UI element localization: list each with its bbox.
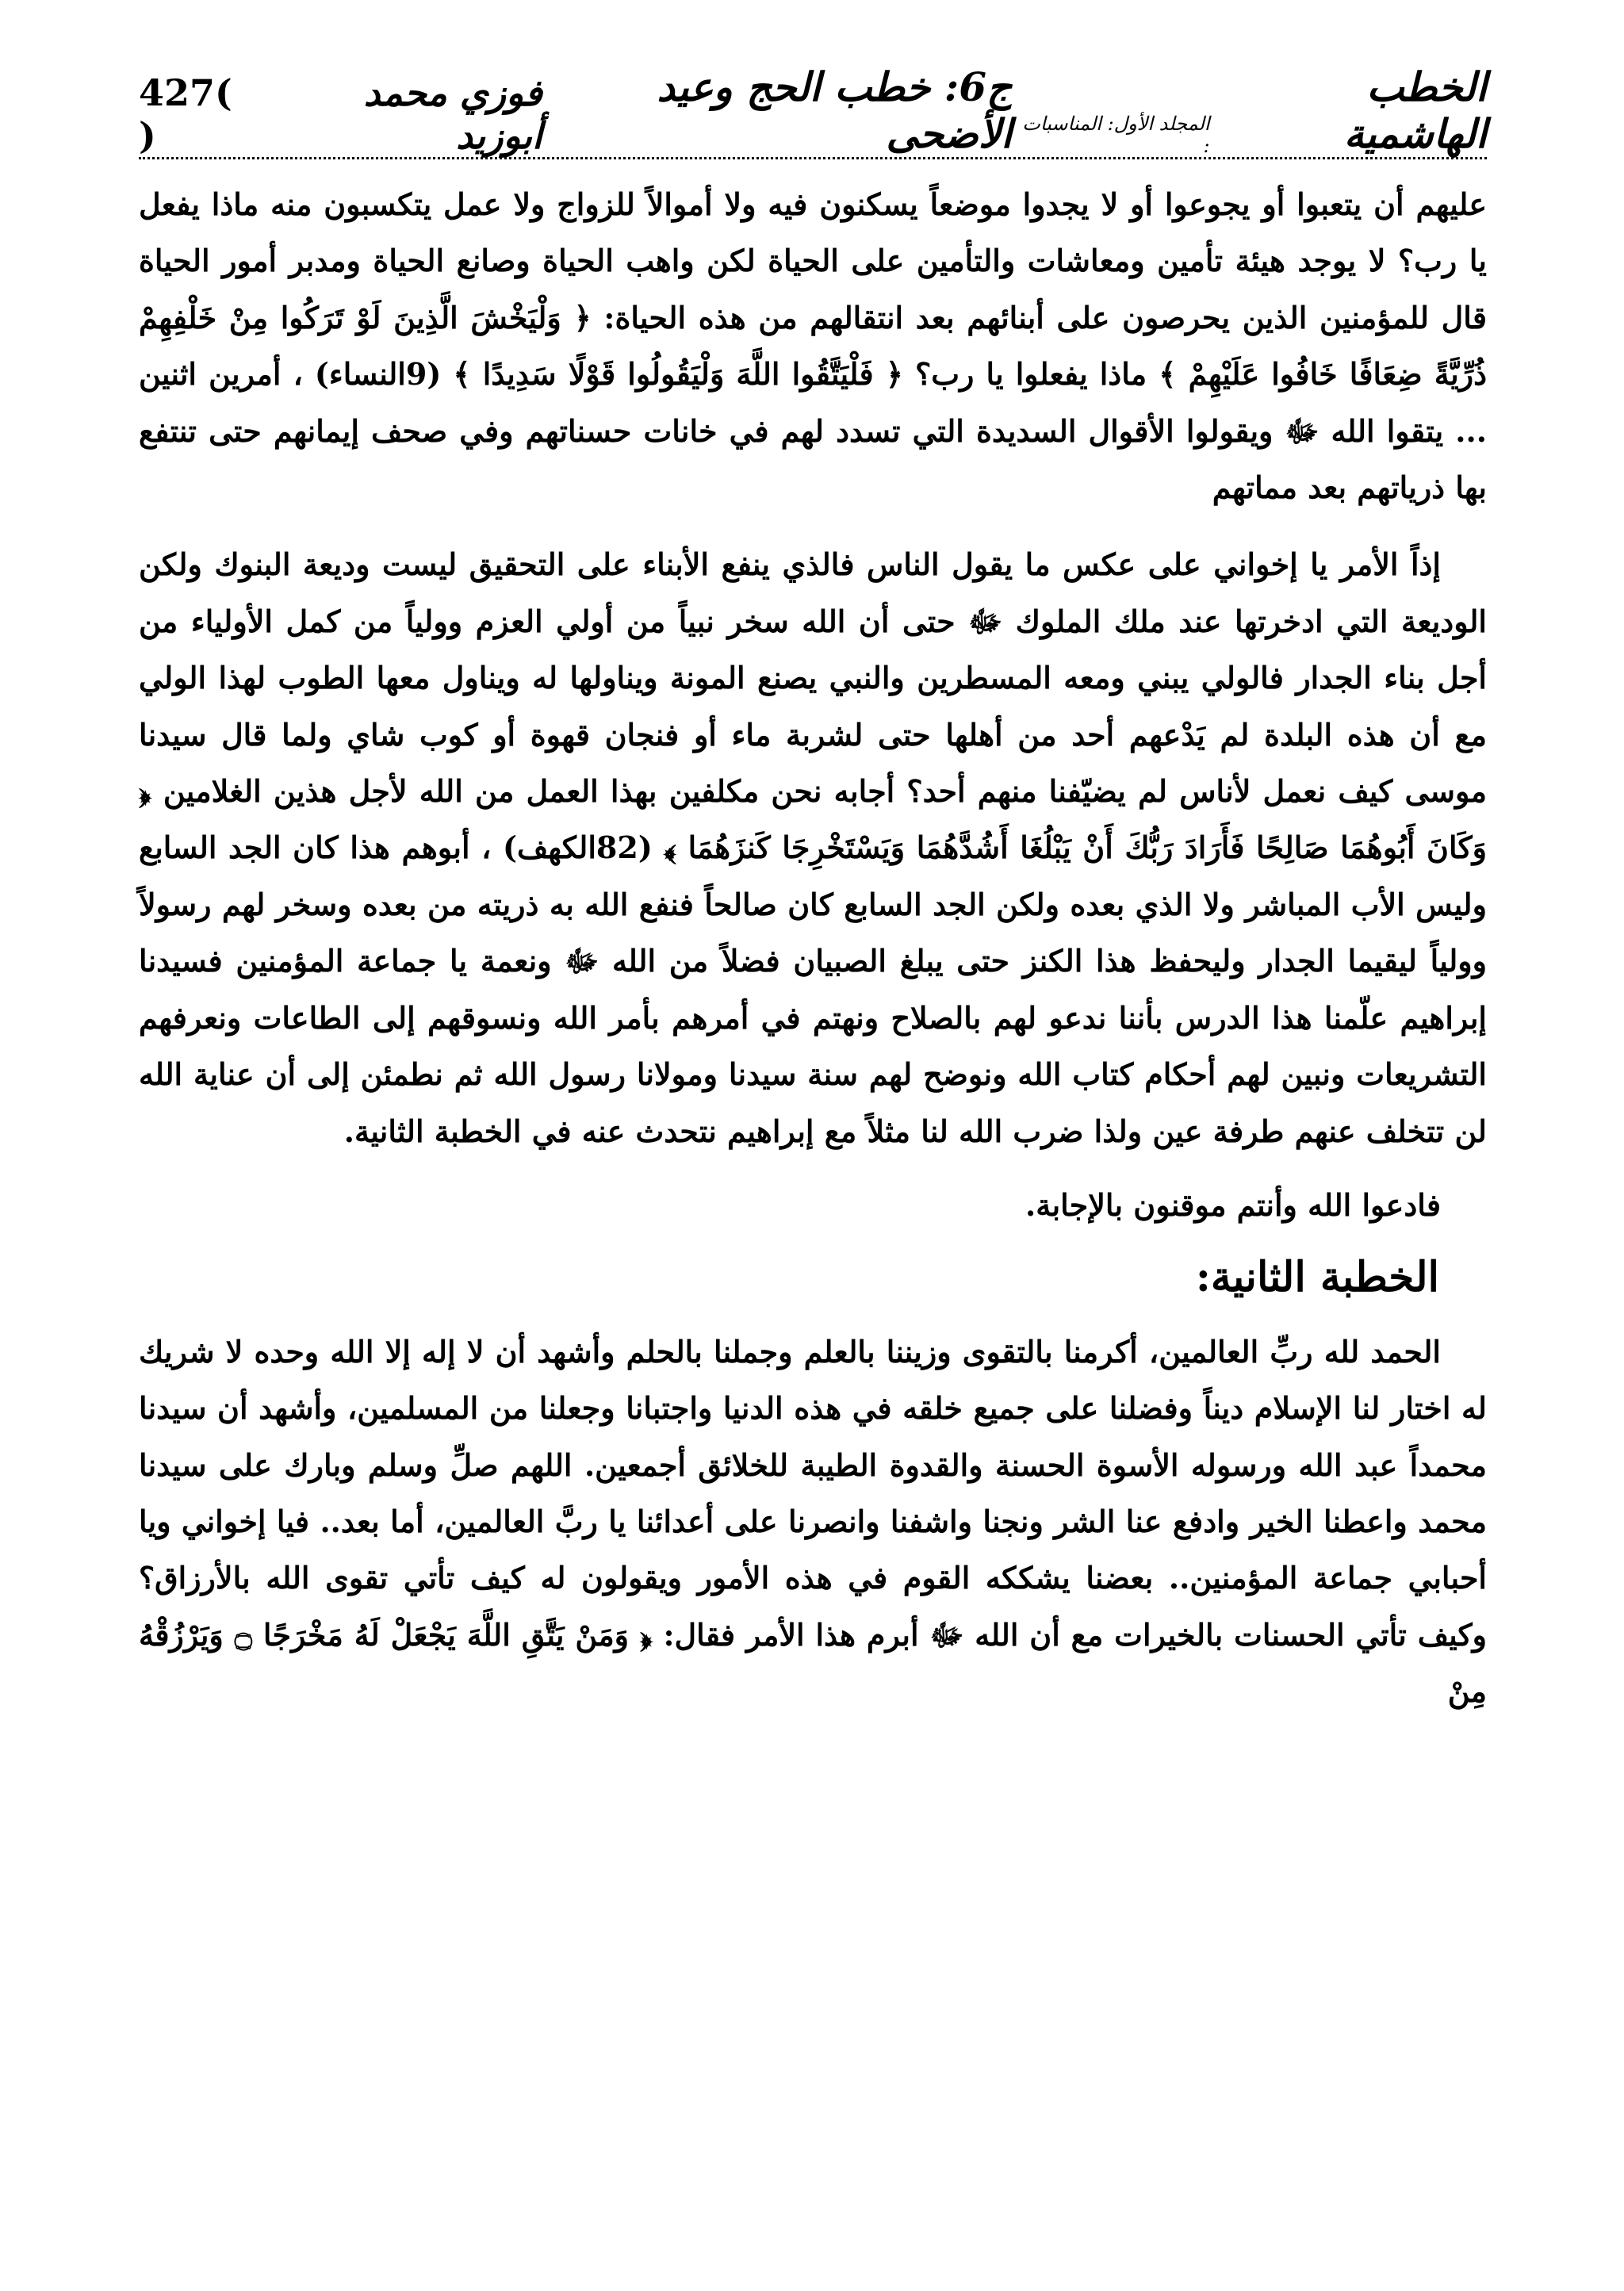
page-number: 427( ) bbox=[139, 71, 232, 157]
paragraph-4: الحمد لله ربِّ العالمين، أكرمنا بالتقوى وزيننا بالعلم وجملنا بالحلم وأشهد أن لا إله إلا الله وحده لا شريك له اختار لنا الإسلام ديناً وفضلنا على جميع خلقه في هذه الدنيا واجتبانا وجعلنا من المسلمين، وأشهد أن سيدنا محمداً عبد الله ورسوله الأسوة الحسنة والقدوة الطيبة للخلائق أجمعين. اللهم صلِّ وسلم وبارك على سيدنا محمد واعطنا الخير وادفع عنا الشر ونجنا واشفنا وانصرنا على أعدائنا يا ربَّ العالمين، أما بعد.. فيا إخواني ويا أحبابي جماعة المؤمنين.. بعضنا يشككه القوم في هذه الأمور ويقولون له كيف تأتي تقوى الله بالأرزاق؟ وكيف تأتي الحسنات بالخيرات مع أن الله ﷻ أبرم هذا الأمر فقال: ﴿ وَمَنْ يَتَّقِ اللَّهَ يَجْعَلْ لَهُ مَخْرَجًا ۝ وَيَرْزُقْهُ مِنْ bbox=[139, 1333, 1487, 1710]
paragraph-1: عليهم أن يتعبوا أو يجوعوا أو لا يجدوا موضعاً يسكنون فيه ولا أموالاً للزواج ولا عمل يتكسبون منه ماذا يفعل يا رب؟ لا يوجد هيئة تأمين ومعاشات والتأمين على الحياة لكن واهب الحياة وصانع الحياة ومدبر أمور الحياة قال للمؤمنين الذين يحرصون على أبنائهم بعد انتقالهم من هذه الحياة: ﴿ وَلْيَخْشَ الَّذِينَ لَوْ تَرَكُوا مِنْ خَلْفِهِمْ ذُرِّيَّةً ضِعَافًا خَافُوا عَلَيْهِمْ ﴾ ماذا يفعلوا يا رب؟ ﴿ فَلْيَتَّقُوا اللَّهَ وَلْيَقُولُوا قَوْلًا سَدِيدًا ﴾ (9النساء) ، أمرين اثنين ... يتقوا الله ﷻ ويقولوا الأقوال السديدة التي تسدد لهم في خانات حسناتهم وفي صحف إيمانهم حتى تنتفع بها ذرياتهم بعد مماتهم bbox=[139, 186, 1487, 506]
page-header bbox=[139, 63, 1487, 157]
header-title-group bbox=[542, 63, 1487, 157]
header-author-group bbox=[139, 71, 542, 157]
paragraph-3: فادعوا الله وأنتم موقنون بالإجابة. bbox=[1025, 1186, 1441, 1223]
header-divider bbox=[139, 157, 1487, 159]
book-title: الخطب الهاشمية bbox=[1343, 63, 1487, 157]
section-heading: الخطبة الثانية: bbox=[1195, 1253, 1439, 1302]
volume-label: المجلد الأول: المناسبات : bbox=[1022, 113, 1210, 157]
chapter-title: ج6: خطب الحج وعيد الأضحى bbox=[657, 63, 1013, 157]
paragraph-2: إذاً الأمر يا إخواني على عكس ما يقول الناس فالذي ينفع الأبناء على التحقيق ليست وديعة البنوك ولكن الوديعة التي ادخرتها عند ملك الملوك ﷻ حتى أن الله سخر نبياً من أولي العزم وولياً من كمل الأولياء من أجل بناء الجدار فالولي يبني ومعه المسطرين والنبي يصنع المونة ويناولها له ويناول معها الطوب لهذا الولي مع أن هذه البلدة لم يَدْعهم أحد من أهلها حتى لشربة ماء أو فنجان قهوة أو كوب شاي ولما قال سيدنا موسى كيف نعمل لأناس لم يضيّفنا منهم أحد؟ أجابه نحن مكلفين بهذا العمل من الله لأجل هذين الغلامين ﴿ وَكَانَ أَبُوهُمَا صَالِحًا فَأَرَادَ رَبُّكَ أَنْ يَبْلُغَا أَشُدَّهُمَا وَيَسْتَخْرِجَا كَنزَهُمَا ﴾ (82الكهف) ، أبوهم هذا كان الجد السابع وليس الأب المباشر ولا الذي بعده ولكن الجد السابع كان صالحاً فنفع الله به ذريته من بعده وسخر لهم رسولاً وولياً ليقيما الجدار وليحفظ هذا الكنز حتى يبلغ الصبيان فضلاً من الله ﷻ ونعمة يا جماعة المؤمنين فسيدنا إبراهيم علّمنا هذا الدرس بأننا ندعو لهم بالصلاح ونهتم في أمرهم بأمر الله ونسوقهم إلى الطاعات ونعرفهم التشريعات ونبين لهم أحكام كتاب الله ونوضح لهم سنة سيدنا ومولانا رسول الله ثم نطمئن إلى أن عناية الله لن تتخلف عنهم طرفة عين ولذا ضرب الله لنا مثلاً مع إبراهيم نتحدث عنه في الخطبة الثانية. bbox=[139, 546, 1488, 1149]
author-name: فوزي محمد أبوزيد bbox=[363, 71, 542, 157]
page-body bbox=[139, 176, 1487, 1720]
